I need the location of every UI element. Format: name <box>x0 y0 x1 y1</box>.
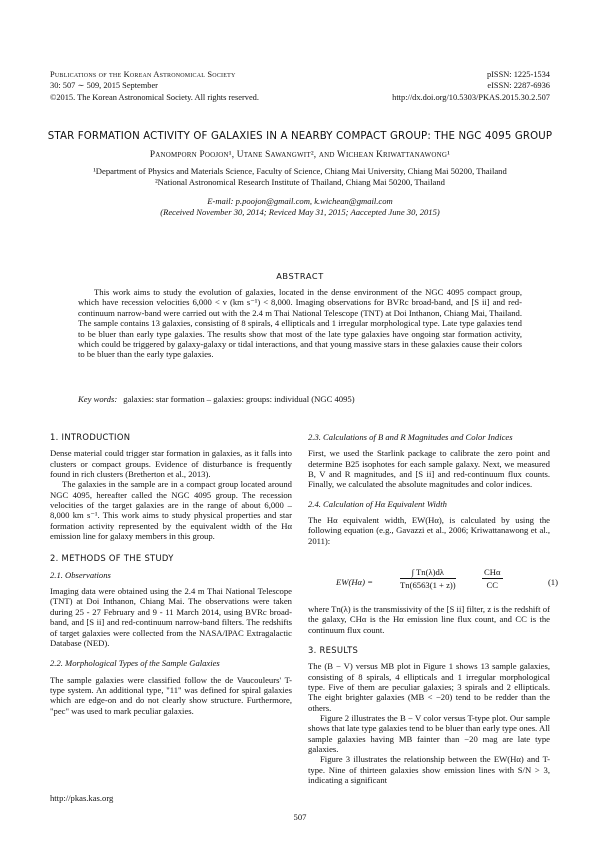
affiliation-2: ²National Astronomical Research Institute of Thailand, Chiang Mai 50200, Thailand <box>155 177 445 187</box>
abstract-text: This work aims to study the evolution of galaxies, located in the dense environment of the NGC 4095 compact group, which have recession velocities 6,000 < v (km s⁻¹) < 8,000. Imaging observations for BVRc broad-band, and [S ii] and red-continuum narrow-band were carried out with the 2.4 m Thai National Telescope (TNT) at Doi Inthanon, Chiang Mai, Thailand. The sample contains 13 galaxies, consisting of 8 spirals, 4 ellipticals and 1 irregular morphological type. Late type galaxies tend to be bluer than early type galaxies. The results show that most of the late type galaxies have ongoing star formation activity, which could be triggered by galaxy-galaxy or tidal interactions, and that young massive stars in these galaxies cause their colors to be bluer than the early type galaxies. <box>78 287 522 360</box>
subsection-heading-calculations: 2.3. Calculations of B and R Magnitudes and Color Indices <box>308 432 513 442</box>
intro-paragraph-1: Dense material could trigger star formation in galaxies, as it falls into clusters or compact groups. Evidence of disturbance is frequently found in rich clusters (Bretherton et al., 2013). <box>50 448 292 480</box>
right-column-top <box>308 432 550 546</box>
calculations-paragraph: First, we used the Starlink package to calibrate the zero point and determine B25 isophotes for each sample galaxy. Next, we measured B, V and R magnitudes, and [S ii] and red-continuum flux counts. Finally, we calculated the absolute magnitudes and color indices. <box>308 448 550 490</box>
subsection-heading-observations: 2.1. Observations <box>50 569 111 580</box>
fraction-denominator: CC <box>486 580 499 590</box>
fraction-numerator: CHα <box>484 567 501 577</box>
equivalent-width-paragraph: The Hα equivalent width, EW(Hα), is calculated by using the following equation (e.g., Gavazzi et al., 2006; Kriwattanawong et al., 2011): <box>308 515 550 546</box>
affiliations <box>40 166 560 188</box>
fraction-numerator: ∫ Tn(λ)dλ <box>400 567 456 579</box>
right-column-bottom <box>308 604 550 786</box>
paper-title: STAR FORMATION ACTIVITY OF GALAXIES IN A NEARBY COMPACT GROUP: THE NGC 4095 GROUP <box>47 131 553 142</box>
results-paragraph-3: Figure 3 illustrates the relationship between the EW(Hα) and T-type. Nine of thirteen galaxies show emission lines with S/N > 3, indicating a significant <box>308 754 550 786</box>
keywords-text: galaxies: star formation – galaxies: groups: individual (NGC 4095) <box>123 394 355 404</box>
abstract-heading: ABSTRACT <box>276 271 324 281</box>
footer-url-link[interactable]: http://pkas.kas.org <box>50 793 114 803</box>
contact-block <box>0 196 600 218</box>
page-number: 507 <box>293 812 307 822</box>
results-paragraph-1: The (B − V) versus MB plot in Figure 1 shows 13 sample galaxies, consisting of 8 spirals, 4 ellipticals and 1 irregular morphological type. Five of them are peculiar galaxies; 3 spirals and 2 ellipticals. The eight brighter galaxies (MB < −20) tend to be redder than the others. <box>308 661 550 713</box>
copyright-line: ©2015. The Korean Astronomical Society. All rights reserved. <box>50 92 259 102</box>
volume-line: 30: 507 ∼ 509, 2015 September <box>50 81 158 91</box>
equation-fraction-transmissivity <box>400 567 456 590</box>
fraction-denominator: Tn(6563(1 + z)) <box>400 580 456 590</box>
observations-paragraph: Imaging data were obtained using the 2.4 m Thai National Telescope (TNT) at Doi Inthanon, Chiang Mai. The observations were taken during 25 - 27 February and 9 - 11 March 2014, using BVRc broad-band, and [S ii] and red-continuum narrow-band filters. The redshifts of target galaxies were collected from the NASA/IPAC Extragalactic Database (NED). <box>50 586 292 648</box>
equation-number: (1) <box>547 577 558 587</box>
keywords-label: Key words: <box>78 394 118 404</box>
eissn: eISSN: 2287-6936 <box>487 81 550 91</box>
received-dates: (Received November 30, 2014; Reviced May 31, 2015; Aaccepted June 30, 2015) <box>160 207 440 217</box>
journal-name: Publications of the Korean Astronomical Society <box>50 70 236 79</box>
affiliation-1: ¹Department of Physics and Materials Science, Faculty of Science, Chiang Mai University, Chiang Mai 50200, Thailand <box>93 166 507 176</box>
intro-paragraph-2: The galaxies in the sample are in a compact group located around NGC 4095, hereafter called the NGC 4095 group. The recession velocities of the target galaxies are in the range of about 6,000 – 8,000 km s⁻¹. This work aims to study physical properties and star formation activity represented by the equivalent width of the Hα emission line for galaxy members in this group. <box>50 479 292 542</box>
section-heading-introduction: 1. INTRODUCTION <box>50 432 131 442</box>
email-line: E-mail: p.poojon@gmail.com, k.wichean@gmail.com <box>207 196 393 206</box>
issn-header <box>392 69 550 103</box>
equation-explanation: where Tn(λ) is the transmissivity of the [S ii] filter, z is the redshift of the galaxy, CHα is the Hα emission line flux count, and CC is the continuum flux count. <box>308 604 550 635</box>
section-heading-results: 3. RESULTS <box>308 645 359 656</box>
keywords-line <box>78 394 522 404</box>
morphology-paragraph: The sample galaxies were classified follow the de Vaucouleurs' T-type system. An additional type, "11" was defined for spiral galaxies which are edge-on and do not clearly show structure. Furthermore, "pec" was used to mark peculiar galaxies. <box>50 674 292 716</box>
equation-1 <box>308 567 558 601</box>
doi-link[interactable]: http://dx.doi.org/10.5303/PKAS.2015.30.2.507 <box>392 92 550 102</box>
subsection-heading-morphology: 2.2. Morphological Types of the Sample Galaxies <box>50 658 220 669</box>
left-column <box>50 432 292 716</box>
pissn: pISSN: 1225-1534 <box>486 70 550 79</box>
section-heading-methods: 2. METHODS OF THE STUDY <box>50 553 174 564</box>
subsection-heading-equivalent-width: 2.4. Calculation of Hα Equivalent Width <box>308 498 447 509</box>
results-paragraph-2: Figure 2 illustrates the B − V color versus T-type plot. Our sample shows that late type galaxies tend to be bluer than early type ones. All sample galaxies having MB fainter than −20 mag are late type galaxies. <box>308 713 550 755</box>
equation-lhs: EW(Hα) = <box>336 577 373 587</box>
equation-fraction-flux <box>482 567 503 590</box>
journal-header <box>50 69 259 103</box>
author-list: Panomporn Poojon¹, Utane Sawangwit², and Wichean Kriwattanawong¹ <box>149 150 451 160</box>
